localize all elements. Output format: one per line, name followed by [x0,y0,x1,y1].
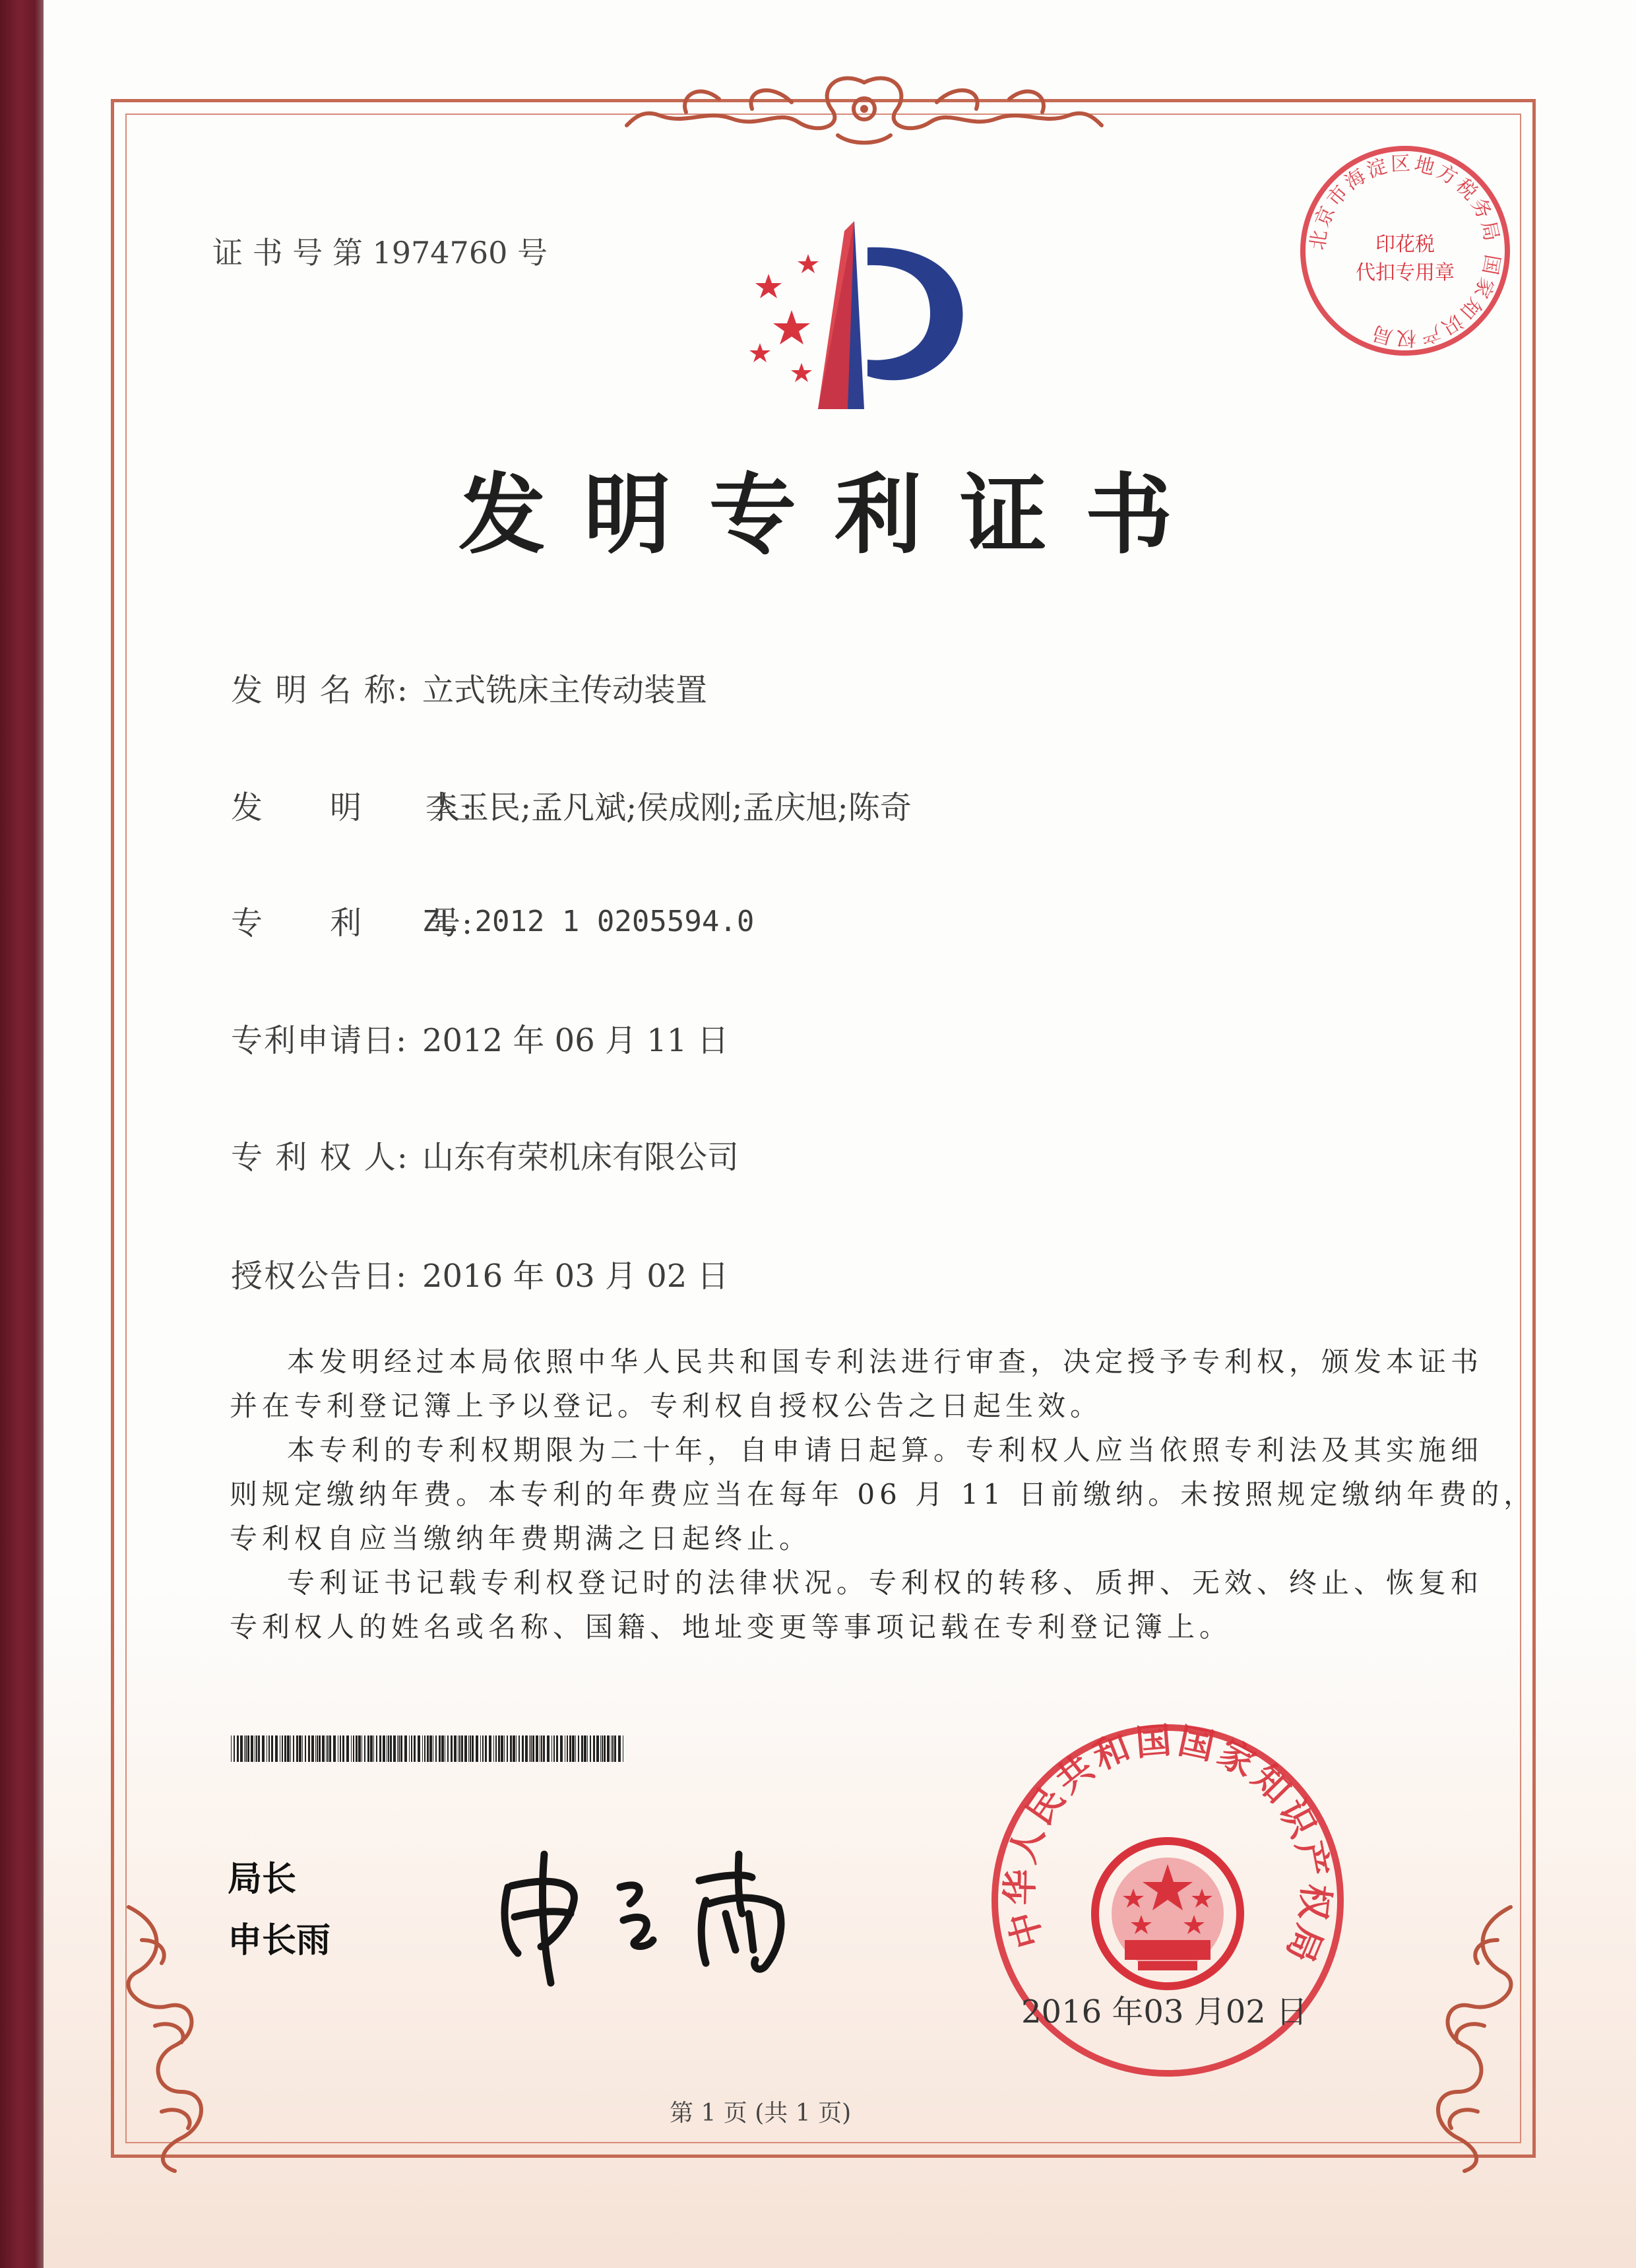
field-label-application-date: 专利申请日: [231,1022,408,1059]
director-name: 申长雨 [228,1921,331,1960]
tax-seal-center-line1: 印花税 [1375,233,1435,256]
certificate-number: 证 书 号 第 1974760 号 [212,235,548,271]
corner-ornament-bottom-right [1418,1900,1524,2178]
national-emblem-icon [1095,1841,1240,1986]
body-paragraph-3-line-2: 专利权人的姓名或名称、国籍、地址变更等事项记载在专利登记簿上。 [230,1611,1232,1643]
body-paragraph-1-line-2: 并在专利登记簿上予以登记。专利权自授权公告之日起生效。 [230,1390,1103,1422]
director-title: 局长 [228,1860,297,1899]
body-paragraph-1-line-1: 本发明经过本局依照中华人民共和国专利法进行审查，决定授予专利权，颁发本证书 [287,1345,1484,1378]
director-signature [488,1841,858,1993]
tax-stamp-seal [1296,142,1514,360]
field-value-patent-number: ZL 2012 1 0205594.0 [422,905,755,938]
body-paragraph-2-line-2: 则规定缴纳年费。本专利的年费应当在每年 06 月 11 日前缴纳。未按照规定缴纳年费的， [230,1478,1536,1510]
body-paragraph-3-line-1: 专利证书记载专利权登记时的法律状况。专利权的转移、质押、无效、终止、恢复和 [287,1567,1484,1599]
field-label-inventors: 发 明 人: [231,789,474,826]
barcode [231,1735,627,1762]
field-value-invention-name: 立式铣床主传动装置 [422,672,708,709]
field-label-grant-date: 授权公告日: [231,1258,408,1295]
field-label-invention-name: 发 明 名 称: [231,672,409,709]
tax-seal-center-line2: 代扣专用章 [1356,261,1455,284]
field-value-patentee: 山东有荣机床有限公司 [422,1139,739,1176]
binding-spine [0,0,44,2268]
field-value-inventors: 李玉民;孟凡斌;侯成刚;孟庆旭;陈奇 [425,789,912,826]
tax-seal-ring-text: 北京市海淀区地方税务局 国家知识产权局 [1306,152,1504,350]
patent-office-logo-icon [732,218,990,416]
body-paragraph-2-line-3: 专利权自应当缴纳年费期满之日起终止。 [230,1522,812,1555]
field-value-application-date: 2012 年 06 月 11 日 [422,1022,729,1059]
official-seal-ring-text: 中华人民共和国国家知识产权局 [998,1718,1338,1972]
field-label-patent-number: 专 利 号: [231,905,474,942]
page-number-footer: 第 1 页 (共 1 页) [670,2100,852,2127]
top-ornament [620,63,1108,155]
corner-ornament-bottom-left [115,1900,221,2178]
field-value-grant-date: 2016 年 03 月 02 日 [422,1258,729,1295]
page-title: 发明专利证书 [458,464,1211,566]
field-label-patentee: 专 利 权 人: [231,1139,409,1176]
body-paragraph-2-line-1: 本专利的专利权期限为二十年，自申请日起算。专利权人应当依照专利法及其实施细 [287,1434,1484,1466]
issue-date: 2016 年03 月02 日 [1021,1993,1308,2030]
